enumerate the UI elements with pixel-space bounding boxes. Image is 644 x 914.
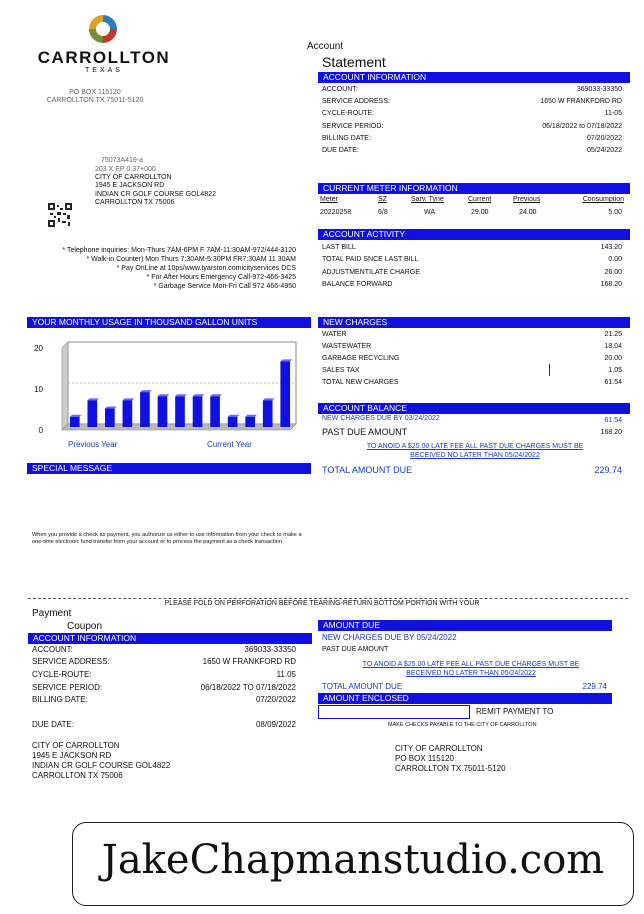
- balance-due-line: NEW CHARGES DUE BY 03/24/2022: [322, 415, 440, 422]
- charge-row-wastewater: [322, 342, 622, 354]
- amount-total-value: 229.74: [582, 682, 607, 691]
- usage-y-tick: 20: [34, 344, 43, 353]
- remit-address: [395, 744, 506, 774]
- balance-due-value: 61.54: [604, 417, 622, 424]
- meter-previous-value: 24.00: [519, 209, 537, 216]
- activity-value: 0.00: [608, 256, 622, 263]
- usage-bar: [280, 361, 290, 427]
- past-due-label: PAST DUE AMOUNT: [322, 427, 408, 437]
- mail-code1: 75073A419-a: [101, 157, 144, 164]
- usage-bar-top: [70, 415, 82, 417]
- usage-bar: [245, 417, 255, 427]
- activity-row: [322, 280, 622, 292]
- charge-value: 20.00: [604, 355, 622, 362]
- amount-due-line: NEW CHARGES DUE BY 05/24/2022: [322, 633, 457, 642]
- remit-payment-label: REMIT PAYMENT TO: [476, 707, 554, 716]
- amount-late-fee-line: TO ANOID A $25.00 LATE FEE ALL PAST DUE CHARGES MUST BE: [362, 661, 580, 668]
- coupon-account-rows: [32, 645, 296, 709]
- company-city: CARROLLTON TX 75011-5120: [46, 97, 144, 104]
- info-line: * Pay OnLine at 10ps/www.tyarston.comicityservices DCS: [116, 265, 296, 272]
- usage-bar: [175, 396, 185, 427]
- usage-curr-label: Current Year: [207, 440, 252, 449]
- coupon-due-value: 08/09/2022: [255, 720, 296, 729]
- info-line: * Walk-in Counter) Mon Thurs 7:30AM-5:30PM FR7:30AM 11 30AM: [86, 256, 296, 263]
- activity-row: [322, 243, 622, 255]
- meter-col-consumption: Consumption: [582, 196, 624, 203]
- charge-row-total: [322, 378, 622, 390]
- service-address-value: 1650 W FRANKFORD RD: [540, 98, 622, 105]
- coupon-address-line: CITY OF CARROLLTON: [32, 741, 120, 750]
- activity-value: 143.20: [600, 244, 622, 251]
- coupon-value: 11.05: [276, 670, 296, 679]
- late-fee-notice-line: TO ANOID A $25.00 LATE FEE ALL PAST DUE CHARGES MUST BE: [366, 443, 584, 450]
- meter-sz-value: 6/8: [378, 209, 388, 216]
- activity-value: 26.00: [604, 269, 622, 276]
- coupon-due-label: DUE DATE:: [32, 720, 75, 729]
- service-address-row: [322, 97, 622, 109]
- charge-value: 1.05: [608, 367, 622, 374]
- due-date-value: 05/24/2022: [586, 147, 622, 154]
- billing-date-row: [322, 134, 622, 146]
- meter-col-sz: SZ: [378, 196, 387, 203]
- remit-address-line: PO BOX 115120: [395, 754, 454, 763]
- usage-bar: [210, 396, 220, 427]
- coupon-address-line: 1945 E JACKSON RD: [32, 751, 112, 760]
- cycle-route-row: [322, 109, 622, 121]
- special-message-header: SPECIAL MESSAGE: [27, 463, 311, 474]
- service-address-label: SERVICE ADDRESS:: [322, 98, 390, 105]
- charge-row-garbage: [322, 354, 622, 366]
- usage-bar-top: [105, 407, 117, 409]
- coupon-label: BILLING DATE:: [32, 695, 88, 704]
- coupon-value: 06/18/2022 TO 07/18/2022: [200, 683, 296, 692]
- activity-row: [322, 255, 622, 267]
- statement-word1: Account: [307, 41, 344, 52]
- charge-label: SALES TAX: [322, 367, 360, 374]
- coupon-value: 1650 W FRANKFORD RD: [202, 657, 296, 666]
- company-logo: [86, 12, 120, 46]
- coupon-address-line: CARROLLTON TX 75006: [32, 771, 123, 780]
- new-charges-rows: [322, 330, 622, 392]
- meter-col-previous: Previous: [513, 196, 541, 203]
- meter-col-serv-type: Sarv. Tyne: [411, 196, 444, 203]
- usage-bar-top: [263, 398, 275, 400]
- coupon-account-header: ACCOUNT INFORMATION: [28, 633, 312, 644]
- activity-row: [322, 268, 622, 280]
- meter-col-current: Current: [468, 196, 492, 203]
- late-fee-notice-line: BECEIVED NO LATER THAN 05/24/2022: [410, 452, 540, 459]
- past-due-value: 168.20: [600, 429, 622, 436]
- charge-row-water: [322, 330, 622, 342]
- meter-value: 20220258: [320, 209, 352, 216]
- charge-value: 21.25: [604, 331, 622, 338]
- coupon-value: 369033-33350: [244, 645, 296, 654]
- total-due-value: 229.74: [594, 465, 622, 475]
- amount-enclosed-input[interactable]: [318, 705, 470, 719]
- activity-label: ADJUSTMENTILATE CHARGE: [322, 269, 420, 276]
- coupon-value: 07/20/2022: [255, 695, 296, 704]
- meter-current-value: 29.00: [471, 209, 489, 216]
- usage-bar: [263, 400, 273, 427]
- charge-label: WASTEWATER: [322, 343, 372, 350]
- charge-row-sales-tax: [322, 366, 622, 378]
- usage-bar-top: [87, 398, 99, 400]
- usage-y-tick: 10: [34, 385, 43, 394]
- balance-header: ACCOUNT BALANCE: [318, 403, 630, 414]
- due-date-label: DUE DATE:: [322, 147, 359, 154]
- charge-value: 18.04: [604, 343, 622, 350]
- usage-bar: [140, 392, 150, 427]
- remit-address-line: CITY OF CARROLLTON: [395, 744, 483, 753]
- billing-date-label: BILLING DATE:: [322, 135, 371, 142]
- activity-value: 168.20: [600, 281, 622, 288]
- amount-late-fee-line: BECEIVED NO LATER THAN 05/24/2022: [406, 670, 536, 677]
- charge-label: TOTAL NEW CHARGES: [322, 379, 399, 386]
- meter-consumption-value: 5.00: [608, 209, 622, 216]
- usage-bar-top: [193, 394, 205, 396]
- usage-bar: [87, 400, 97, 427]
- account-row: [322, 85, 622, 97]
- meter-header: CURRENT METER INFORMATION: [318, 183, 630, 194]
- new-charges-header: NEW CHARGES: [318, 317, 630, 328]
- account-label: ACCOUNT:: [322, 86, 358, 93]
- usage-bar: [123, 400, 133, 427]
- charge-value: 61.54: [604, 379, 622, 386]
- amount-total-label: TOTAL AMOUNT DUE: [322, 682, 403, 691]
- service-period-value: 06/18/2022 to 07/18/2022: [542, 123, 622, 130]
- coupon-address: [32, 741, 170, 781]
- text-cursor: [549, 364, 550, 376]
- usage-bar-top: [140, 390, 152, 392]
- info-line: * Telephone inquiries: Mon-Thurs 7AM-6PM F 7AM-11:30AM-972/444-3120: [62, 247, 296, 254]
- charge-label: WATER: [322, 331, 347, 338]
- coupon-row: [32, 670, 296, 682]
- payable-note: MAKE CHECKS PAYABLE TO THE CITY OF CARROLLTON: [388, 722, 537, 728]
- charge-label: GARBAGE RECYCLING: [322, 355, 400, 362]
- account-value: 369033-33350: [576, 86, 622, 93]
- chart-side-wall: [62, 342, 68, 430]
- usage-bar-top: [158, 394, 170, 396]
- company-pobox: PO BOX 115120: [69, 89, 121, 96]
- service-period-label: SERVICE PERIOD:: [322, 123, 384, 130]
- coupon-row: [32, 695, 296, 707]
- account-info-header: ACCOUNT INFORMATION: [318, 72, 630, 83]
- watermark-text: JakeChapmanstudio.com: [101, 837, 605, 883]
- account-info-rows: [322, 85, 622, 165]
- coupon-word1: Payment: [32, 608, 72, 619]
- qr-code: [48, 203, 72, 227]
- company-name: CARROLLTON: [37, 48, 171, 67]
- meter-type-value: WA: [424, 209, 436, 216]
- mail-line4: CARROLLTON TX 75006: [95, 199, 175, 206]
- mail-line2: 1945 E JACKSON RD: [95, 182, 165, 189]
- special-message-text: When you provide a check as payment, you authorize us either to use information from your check to make a one-time electronic fund transfer from your account or to process the payment as a check transaction: [32, 532, 302, 545]
- usage-bar-top: [245, 415, 257, 417]
- usage-bar-top: [210, 394, 222, 396]
- amount-enclosed-header: AMOUNT ENCLOSED: [318, 693, 612, 704]
- usage-bar: [228, 417, 238, 427]
- coupon-row: [32, 645, 296, 657]
- cycle-route-label: CYCLE-ROUTE:: [322, 110, 375, 117]
- coupon-label: CYCLE-ROUTE:: [32, 670, 92, 679]
- coupon-row: [32, 657, 296, 669]
- activity-header: ACCOUNT ACTIVITY: [318, 229, 630, 240]
- amount-due-header: AMOUNT DUE: [318, 620, 612, 631]
- mail-line1: CITY OF CARROLLTON: [95, 174, 172, 181]
- usage-bar: [158, 396, 168, 427]
- usage-bar-top: [280, 359, 292, 361]
- activity-label: TOTAL PAID SNCE LAST BILL: [322, 256, 419, 263]
- usage-header: YOUR MONTHLY USAGE IN THOUSAND GALLON UNITS: [27, 317, 311, 328]
- usage-y-tick: 0: [38, 426, 43, 435]
- activity-rows: [322, 243, 622, 293]
- meter-col-meter: Meter: [320, 196, 338, 203]
- activity-label: LAST BILL: [322, 244, 356, 251]
- statement-word2: Statement: [322, 54, 386, 70]
- info-line: * Garbage Service Mon-Fri Call 972 466-4950: [153, 283, 296, 290]
- usage-bar-top: [123, 398, 135, 400]
- amount-past-due-label: PAST DUE AMOUNT: [322, 646, 389, 653]
- info-lines: [6, 246, 296, 291]
- service-period-row: [322, 122, 622, 134]
- late-fee-notice: [330, 442, 620, 460]
- coupon-label: SERVICE ADDRESS:: [32, 657, 110, 666]
- usage-bar: [193, 396, 203, 427]
- activity-label: BALANCE FORWARD: [322, 281, 393, 288]
- billing-date-value: 07/20/2022: [586, 135, 622, 142]
- company-sub: TEXAS: [85, 67, 123, 74]
- amount-late-fee-notice: [326, 660, 616, 678]
- mail-code2: 203 X EP 0.37+000: [95, 166, 156, 173]
- cycle-route-value: 11-05: [604, 110, 622, 117]
- due-date-row: [322, 146, 622, 158]
- remit-address-line: CARROLLTON TX 75011-5120: [395, 764, 506, 773]
- coupon-label: SERVICE PERIOD:: [32, 683, 103, 692]
- usage-bar: [105, 409, 115, 427]
- meter-table: [320, 195, 624, 219]
- usage-chart: [27, 332, 297, 442]
- total-due-label: TOTAL AMOUNT DUE: [322, 465, 413, 475]
- coupon-row: [32, 683, 296, 695]
- coupon-word2: Coupon: [67, 621, 103, 632]
- usage-bar: [70, 417, 80, 427]
- usage-bar-top: [175, 394, 187, 396]
- usage-prev-label: Previous Year: [68, 440, 118, 449]
- coupon-label: ACCOUNT:: [32, 645, 73, 654]
- usage-bar-top: [228, 415, 240, 417]
- coupon-address-line: INDIAN CR GOLF COURSE GOL4822: [32, 761, 171, 770]
- fold-text: PLEASE FOLD ON PERFORATION BEFORE TEARING-RETURN BOTTOM PORTION WITH YOUR: [164, 600, 480, 607]
- info-line: * For After Hours Emergency Call-972-466-3425: [146, 274, 296, 281]
- mail-line3: INDIAN CR GOLF COURSE GOL4822: [95, 191, 216, 198]
